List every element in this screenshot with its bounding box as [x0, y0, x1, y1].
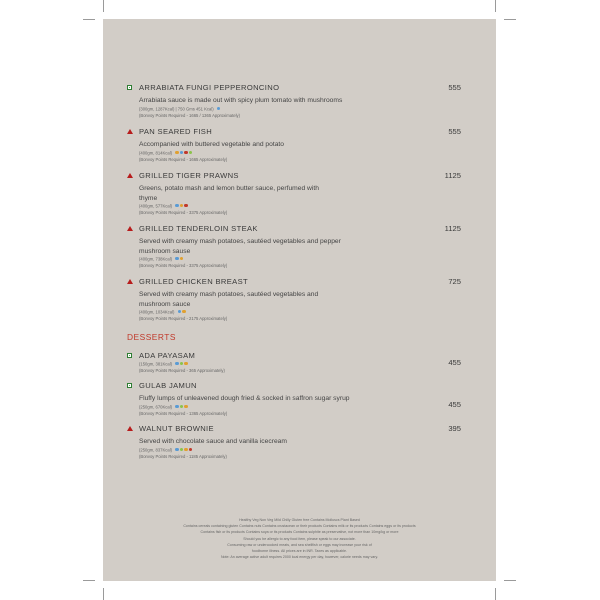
- item-price: 555: [448, 83, 461, 92]
- non-veg-icon: [127, 426, 133, 431]
- crop-mark: [103, 588, 104, 600]
- veg-icon: [127, 353, 132, 358]
- item-nutrition: (400gm, 814Kcal): [139, 150, 193, 157]
- item-name: WALNUT BROWNIE: [139, 424, 214, 433]
- allergen-icons: [175, 447, 193, 454]
- item-name: GRILLED TIGER PRAWNS: [139, 171, 239, 180]
- item-description: Greens, potato mash and lemon butter sauce, perfumed with thyme: [139, 185, 319, 202]
- item-name: GRILLED TENDERLOIN STEAK: [139, 224, 258, 233]
- allergen-icons: [175, 361, 189, 368]
- item-nutrition: (400gm, 577Kcal): [139, 203, 189, 210]
- item-points: (Bonvoy Points Required - 2175 Approximately): [139, 316, 228, 321]
- allergen-icon: [184, 151, 188, 155]
- allergen-icon: [184, 405, 188, 409]
- allergen-icon: [180, 151, 184, 155]
- item-points: (Bonvoy Points Required - 3375 Approximately): [139, 210, 228, 215]
- raw-food-notice: Consuming raw or undercooked meats, and sea shellfish or eggs may increase your risk of: [227, 542, 372, 547]
- allergen-icon: [178, 310, 182, 314]
- item-points: (Bonvoy Points Required - 365 Approximately): [139, 368, 225, 373]
- item-nutrition: (400gm, 738Kcal): [139, 256, 184, 263]
- item-points: (Bonvoy Points Required - 1185 Approximately): [139, 454, 227, 459]
- allergen-legend: Contains cereals containing gluten Contains nuts Contains crustacean or their products Contains milk or its products Contains eggs or its products: [183, 524, 416, 529]
- crop-mark: [504, 580, 516, 581]
- item-description: Served with chocolate sauce and vanilla icecream: [139, 438, 287, 445]
- menu-page: [103, 19, 496, 581]
- allergen-icon: [175, 448, 179, 452]
- veg-icon: [127, 85, 132, 90]
- item-price: 555: [448, 127, 461, 136]
- veg-icon: [127, 383, 132, 388]
- dietary-legend: Healthy Veg Non Veg Mild Chilly Gluten free Contains Molluscs Plant Based: [239, 518, 360, 522]
- item-points: (Bonvoy Points Required - 1365 Approximately): [139, 411, 228, 416]
- item-price: 1125: [444, 224, 461, 233]
- allergen-icons: [178, 309, 187, 316]
- allergen-icons: [175, 150, 193, 157]
- item-description: Served with creamy mash potatoes, sautéed vegetables and pepper mushroom sause: [139, 238, 341, 255]
- allergen-icon: [184, 362, 188, 366]
- item-nutrition: (400gm, 1034Kcal): [139, 309, 187, 316]
- calorie-note: Note: An average active adult requires 2000 kcal energy per day, however, calorie needs may vary.: [220, 555, 379, 560]
- crop-mark: [103, 0, 104, 12]
- allergen-icon: [184, 448, 188, 452]
- footer-legend: [103, 517, 496, 560]
- crop-mark: [495, 588, 496, 600]
- allergen-icon: [217, 107, 221, 111]
- allergen-icons: [175, 404, 189, 411]
- crop-mark: [83, 580, 95, 581]
- item-nutrition: (250gm, 670Kcal): [139, 404, 189, 411]
- item-description: Accompanied with buttered vegetable and potato: [139, 141, 284, 148]
- item-description: Served with creamy mash potatoes, sautéed vegetables and mushroom sauce: [139, 291, 319, 308]
- item-price: 395: [448, 424, 461, 433]
- allergen-icons: [217, 106, 222, 113]
- allergen-icon: [184, 204, 188, 208]
- allergen-icon: [175, 362, 179, 366]
- item-nutrition: (300gm, 1287Kcal) | 750 Gms 451 Kcal): [139, 106, 221, 113]
- crop-mark: [495, 0, 496, 12]
- item-name: ADA PAYASAM: [139, 351, 196, 360]
- item-price: 725: [448, 277, 461, 286]
- allergen-icon: [180, 204, 184, 208]
- item-name: GULAB JAMUN: [139, 381, 197, 390]
- section-heading-desserts: DESSERTS: [127, 332, 176, 342]
- allergen-icon: [180, 257, 184, 261]
- item-price: 455: [448, 358, 461, 367]
- allergen-icons: [175, 203, 189, 210]
- item-name: PAN SEARED FISH: [139, 127, 213, 136]
- crop-mark: [504, 19, 516, 20]
- item-points: (Bonvoy Points Required - 1665 / 1365 Approximately): [139, 113, 241, 118]
- allergen-icon: [175, 204, 179, 208]
- non-veg-icon: [127, 173, 133, 178]
- allergen-icon: [189, 448, 193, 452]
- item-description: Arrabiata sauce is made out with spicy plum tomato with mushrooms: [139, 97, 343, 104]
- item-name: GRILLED CHICKEN BREAST: [139, 277, 248, 286]
- non-veg-icon: [127, 226, 133, 231]
- item-nutrition: (150gm, 381Kcal): [139, 361, 189, 368]
- item-nutrition: (250gm, 837Kcal): [139, 447, 193, 454]
- non-veg-icon: [127, 129, 133, 134]
- non-veg-icon: [127, 279, 133, 284]
- allergen-icon: [180, 405, 184, 409]
- item-points: (Bonvoy Points Required - 3375 Approximately): [139, 263, 228, 268]
- allergen-icon: [175, 257, 179, 261]
- allergen-icon: [180, 362, 184, 366]
- allergen-icons: [175, 256, 184, 263]
- allergen-legend: Contains fish or its products Contains soya or its products Contains sulphite as preservative, not more than 10mg/kg or more: [200, 530, 399, 535]
- allergen-icon: [175, 405, 179, 409]
- allergen-icon: [182, 310, 186, 314]
- allergy-notice: Should you be allergic to any food item, please speak to our associate.: [243, 536, 356, 541]
- item-price: 455: [448, 400, 461, 409]
- item-name: ARRABIATA FUNGI PEPPERONCINO: [139, 83, 280, 92]
- item-points: (Bonvoy Points Required - 1665 Approximately): [139, 157, 228, 162]
- allergen-icon: [189, 151, 193, 155]
- price-notice: foodborne illness. All prices are in INR. Taxes as applicable.: [251, 549, 348, 554]
- crop-mark: [83, 19, 95, 20]
- allergen-icon: [175, 151, 179, 155]
- item-description: Fluffy lumps of unleavened dough fried & socked in saffron sugar syrup: [139, 395, 350, 402]
- allergen-icon: [180, 448, 184, 452]
- item-price: 1125: [444, 171, 461, 180]
